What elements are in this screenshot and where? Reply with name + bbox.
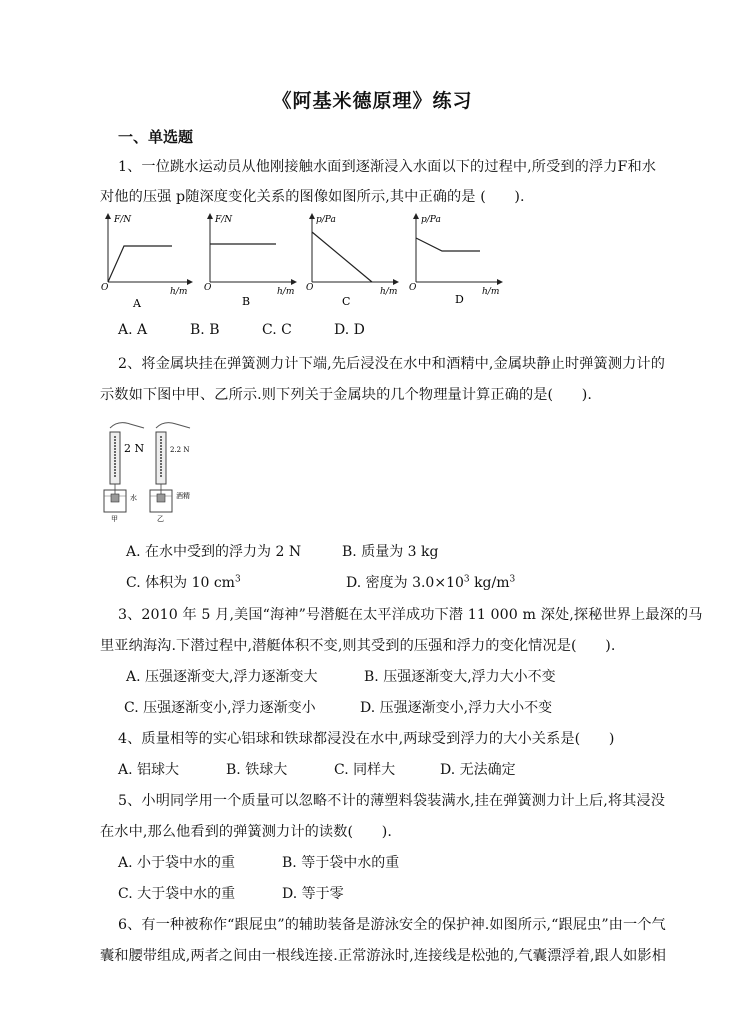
q5-option-d[interactable]: D. 等于零 bbox=[282, 886, 344, 902]
q3-option-a[interactable]: A. 压强逐渐变大,浮力逐渐变大 bbox=[126, 669, 318, 685]
q5-line1: 5、小明同学用一个质量可以忽略不计的薄塑料袋装满水,挂在弹簧测力计上后,将其浸没 bbox=[118, 793, 665, 809]
q3-line1: 3、2010 年 5 月,美国“海神”号潜艇在太平洋成功下潜 11 000 m 深处,探秘世界上最深的马 bbox=[118, 607, 703, 623]
q5-line2: 在水中,那么他看到的弹簧测力计的读数( ). bbox=[100, 824, 392, 840]
graph-c bbox=[306, 215, 397, 308]
q6-line1: 6、有一种被称作“跟屁虫”的辅助装备是游泳安全的保护神.如图所示,“跟屁虫”由一个气 bbox=[118, 917, 666, 933]
graph-c-caption: C bbox=[342, 295, 351, 308]
q1-line2: 对他的压强 p随深度变化关系的图像如图所示,其中正确的是 ( ). bbox=[100, 189, 525, 205]
graph-a bbox=[101, 215, 190, 310]
graph-c-xlabel: h/m bbox=[380, 287, 398, 297]
q1-line1: 1、一位跳水运动员从他刚接触水面到逐渐浸入水面以下的过程中,所受到的浮力F和水 bbox=[118, 159, 657, 175]
graph-b-origin: O bbox=[204, 283, 212, 293]
section-heading: 一、单选题 bbox=[118, 128, 194, 146]
graph-a-caption: A bbox=[133, 297, 141, 310]
graph-b-ylabel: F/N bbox=[215, 215, 233, 225]
graph-c-ylabel: p/Pa bbox=[316, 215, 336, 225]
graph-d-caption: D bbox=[455, 293, 464, 306]
q4-option-a[interactable]: A. 铝球大 bbox=[118, 762, 180, 778]
q1-option-d[interactable]: D. D bbox=[334, 322, 365, 338]
graph-d-curve bbox=[416, 238, 480, 251]
q3-line2: 里亚纳海沟.下潜过程中,潜艇体积不变,则其受到的压强和浮力的变化情况是( ). bbox=[100, 638, 616, 654]
q1-option-c[interactable]: C. C bbox=[262, 322, 292, 338]
q3-option-d[interactable]: D. 压强逐渐变小,浮力大小不变 bbox=[360, 700, 553, 716]
graph-d-origin: O bbox=[409, 283, 417, 293]
right-reading: 2.2 N bbox=[170, 446, 190, 454]
q3-option-b[interactable]: B. 压强逐渐变大,浮力大小不变 bbox=[364, 669, 556, 685]
q1-graphs bbox=[96, 210, 516, 312]
left-liquid: 水 bbox=[130, 494, 137, 502]
q6-line2: 囊和腰带组成,两者之间由一根线连接.正常游泳时,连接线是松弛的,气囊漂浮着,跟人如影相 bbox=[100, 948, 666, 964]
q2-option-c[interactable]: C. 体积为 10 $cm^3$ bbox=[126, 574, 241, 591]
left-reading: 2 N bbox=[124, 442, 145, 455]
left-label: 甲 bbox=[111, 515, 118, 522]
graph-a-origin: O bbox=[101, 283, 109, 293]
q2-line1: 2、将金属块挂在弹簧测力计下端,先后浸没在水中和酒精中,金属块静止时弹簧测力计的 bbox=[118, 356, 665, 372]
graph-b-caption: B bbox=[242, 295, 251, 308]
hand-left-icon bbox=[110, 423, 144, 428]
graph-d bbox=[409, 215, 500, 306]
graph-a-ylabel: F/N bbox=[114, 215, 132, 225]
graph-a-curve bbox=[108, 246, 172, 282]
right-liquid: 酒精 bbox=[176, 492, 190, 500]
page-title: 《阿基米德原理》练习 bbox=[272, 90, 473, 112]
q2-option-d[interactable]: D. 密度为 $3.0\times 10^3$ $kg/m^3$ bbox=[346, 574, 516, 591]
graph-a-xlabel: h/m bbox=[170, 287, 188, 297]
q2-line2: 示数如下图中甲、乙所示.则下列关于金属块的几个物理量计算正确的是( ). bbox=[100, 387, 592, 403]
q1-option-a[interactable]: A. A bbox=[118, 322, 148, 338]
graph-c-curve bbox=[312, 232, 372, 282]
graph-c-origin: O bbox=[306, 283, 314, 293]
q2-option-b[interactable]: B. 质量为 3 kg bbox=[342, 544, 439, 560]
q4-option-c[interactable]: C. 同样大 bbox=[334, 762, 396, 778]
right-label: 乙 bbox=[157, 515, 164, 522]
hand-right-icon bbox=[156, 423, 190, 428]
q2-option-a[interactable]: A. 在水中受到的浮力为 2 N bbox=[126, 544, 302, 560]
graph-b bbox=[204, 215, 294, 308]
graph-b-xlabel: h/m bbox=[277, 287, 295, 297]
q5-option-c[interactable]: C. 大于袋中水的重 bbox=[118, 886, 236, 902]
graph-d-xlabel: h/m bbox=[482, 287, 500, 297]
q4-option-d[interactable]: D. 无法确定 bbox=[440, 762, 516, 778]
q4-line1: 4、质量相等的实心铝球和铁球都浸没在水中,两球受到浮力的大小关系是( ) bbox=[118, 731, 615, 747]
spring-scale-figure bbox=[100, 418, 210, 522]
q1-option-b[interactable]: B. B bbox=[190, 322, 220, 338]
q3-option-c[interactable]: C. 压强逐渐变小,浮力逐渐变小 bbox=[124, 700, 316, 716]
q5-option-a[interactable]: A. 小于袋中水的重 bbox=[118, 855, 236, 871]
q5-option-b[interactable]: B. 等于袋中水的重 bbox=[282, 855, 400, 871]
graph-d-ylabel: p/Pa bbox=[421, 215, 441, 225]
q4-option-b[interactable]: B. 铁球大 bbox=[226, 762, 288, 778]
